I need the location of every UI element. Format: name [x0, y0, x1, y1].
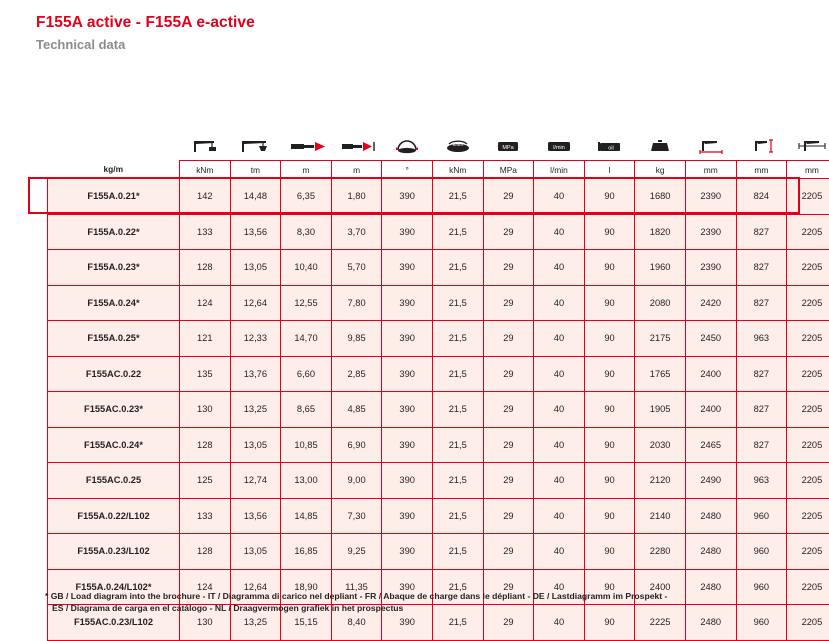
value-cell: 2175	[635, 321, 686, 357]
value-cell: 15,15	[281, 605, 332, 641]
value-cell: 6,35	[281, 179, 332, 215]
value-cell: 133	[180, 498, 231, 534]
table-row	[48, 285, 829, 321]
table-row	[48, 392, 829, 428]
value-cell: 13,05	[230, 427, 281, 463]
crane-weight-icon	[635, 136, 686, 161]
value-cell: 125	[180, 463, 231, 499]
value-cell: 2205	[787, 214, 829, 250]
value-cell: 2465	[685, 427, 736, 463]
value-cell: 2400	[685, 356, 736, 392]
page-subtitle: Technical data	[36, 37, 255, 52]
table-row	[48, 427, 829, 463]
value-cell: 11,35	[331, 569, 382, 605]
unit-cell: mm	[736, 161, 787, 179]
value-cell: 2450	[685, 321, 736, 357]
value-cell: 130	[180, 392, 231, 428]
value-cell: 90	[584, 463, 635, 499]
value-cell: 90	[584, 534, 635, 570]
model-cell: F155A.0.22*	[48, 214, 180, 250]
icon-header-row	[48, 136, 829, 161]
footnote	[45, 590, 805, 615]
value-cell: 2390	[685, 179, 736, 215]
value-cell: 2205	[787, 356, 829, 392]
value-cell: 13,25	[230, 392, 281, 428]
value-cell: 29	[483, 498, 534, 534]
value-cell: 13,76	[230, 356, 281, 392]
value-cell: 40	[534, 356, 585, 392]
value-cell: 6,60	[281, 356, 332, 392]
value-cell: 40	[534, 569, 585, 605]
value-cell: 40	[534, 392, 585, 428]
value-cell: 12,55	[281, 285, 332, 321]
value-cell: 2205	[787, 463, 829, 499]
table-row	[48, 498, 829, 534]
value-cell: 2205	[787, 250, 829, 286]
value-cell: 90	[584, 392, 635, 428]
value-cell: 1,80	[331, 179, 382, 215]
value-cell: 40	[534, 250, 585, 286]
value-cell: 90	[584, 321, 635, 357]
value-cell: 9,00	[331, 463, 382, 499]
value-cell: 40	[534, 534, 585, 570]
svg-text:l/min: l/min	[553, 145, 565, 151]
unit-cell: m	[281, 161, 332, 179]
value-cell: 21,5	[432, 392, 483, 428]
value-cell: 827	[736, 250, 787, 286]
value-cell: 21,5	[432, 569, 483, 605]
stabilizer-width-icon	[787, 136, 829, 161]
unit-cell: MPa	[483, 161, 534, 179]
value-cell: 40	[534, 427, 585, 463]
unit-cell: °	[382, 161, 433, 179]
kg-per-m-label: kg/m	[48, 161, 180, 179]
value-cell: 90	[584, 250, 635, 286]
unit-cell: kNm	[180, 161, 231, 179]
value-cell: 90	[584, 427, 635, 463]
model-cell: F155AC.0.22	[48, 356, 180, 392]
value-cell: 963	[736, 321, 787, 357]
value-cell: 90	[584, 214, 635, 250]
value-cell: 1765	[635, 356, 686, 392]
value-cell: 21,5	[432, 498, 483, 534]
value-cell: 2205	[787, 498, 829, 534]
value-cell: 390	[382, 179, 433, 215]
technical-data-table-wrap	[47, 136, 787, 641]
value-cell: 14,70	[281, 321, 332, 357]
value-cell: 2390	[685, 214, 736, 250]
value-cell: 2400	[685, 392, 736, 428]
value-cell: 12,64	[230, 285, 281, 321]
value-cell: 827	[736, 392, 787, 428]
value-cell: 2205	[787, 605, 829, 641]
value-cell: 390	[382, 214, 433, 250]
value-cell: 90	[584, 285, 635, 321]
unit-cell: l	[584, 161, 635, 179]
value-cell: 827	[736, 356, 787, 392]
model-cell: F155AC.0.23*	[48, 392, 180, 428]
value-cell: 2400	[635, 569, 686, 605]
value-cell: 124	[180, 569, 231, 605]
model-cell: F155AC.0.25	[48, 463, 180, 499]
value-cell: 29	[483, 534, 534, 570]
svg-text:kNm: kNm	[453, 142, 463, 148]
value-cell: 3,70	[331, 214, 382, 250]
value-cell: 390	[382, 427, 433, 463]
table-head	[48, 136, 829, 179]
value-cell: 390	[382, 498, 433, 534]
value-cell: 827	[736, 214, 787, 250]
value-cell: 2080	[635, 285, 686, 321]
value-cell: 21,5	[432, 463, 483, 499]
value-cell: 8,65	[281, 392, 332, 428]
unit-cell: mm	[685, 161, 736, 179]
value-cell: 40	[534, 463, 585, 499]
value-cell: 21,5	[432, 534, 483, 570]
value-cell: 21,5	[432, 356, 483, 392]
value-cell: 390	[382, 534, 433, 570]
value-cell: 128	[180, 250, 231, 286]
value-cell: 21,5	[432, 179, 483, 215]
value-cell: 90	[584, 179, 635, 215]
value-cell: 2480	[685, 534, 736, 570]
value-cell: 2140	[635, 498, 686, 534]
model-cell: F155A.0.25*	[48, 321, 180, 357]
page-title: F155A active - F155A e-active	[36, 14, 255, 32]
value-cell: 128	[180, 534, 231, 570]
value-cell: 2205	[787, 321, 829, 357]
value-cell: 40	[534, 605, 585, 641]
oil-flow-icon	[534, 136, 585, 161]
value-cell: 13,56	[230, 214, 281, 250]
table-body	[48, 179, 829, 641]
value-cell: 2205	[787, 534, 829, 570]
oil-tank-icon	[584, 136, 635, 161]
value-cell: 13,05	[230, 250, 281, 286]
value-cell: 2480	[685, 605, 736, 641]
value-cell: 128	[180, 427, 231, 463]
value-cell: 12,64	[230, 569, 281, 605]
value-cell: 2420	[685, 285, 736, 321]
footnote-line-2: ES / Diagrama de carga en el catálogo - NL / Draagvermogen grafiek in het prospectus	[45, 602, 805, 614]
value-cell: 29	[483, 179, 534, 215]
value-cell: 90	[584, 569, 635, 605]
unit-cell: kNm	[432, 161, 483, 179]
value-cell: 29	[483, 463, 534, 499]
value-cell: 121	[180, 321, 231, 357]
slewing-torque-icon	[432, 136, 483, 161]
value-cell: 1905	[635, 392, 686, 428]
value-cell: 40	[534, 321, 585, 357]
value-cell: 12,74	[230, 463, 281, 499]
model-cell: F155AC.0.23/L102	[48, 605, 180, 641]
corner-cell	[48, 136, 180, 161]
value-cell: 2205	[787, 427, 829, 463]
value-cell: 2205	[787, 569, 829, 605]
lifting-capacity-icon	[230, 136, 281, 161]
svg-text:oil: oil	[608, 145, 614, 151]
value-cell: 1820	[635, 214, 686, 250]
value-cell: 2205	[787, 179, 829, 215]
value-cell: 142	[180, 179, 231, 215]
value-cell: 12,33	[230, 321, 281, 357]
value-cell: 390	[382, 250, 433, 286]
value-cell: 29	[483, 250, 534, 286]
value-cell: 960	[736, 605, 787, 641]
table-row	[48, 534, 829, 570]
table-row	[48, 321, 829, 357]
value-cell: 21,5	[432, 214, 483, 250]
value-cell: 133	[180, 214, 231, 250]
value-cell: 21,5	[432, 605, 483, 641]
value-cell: 2205	[787, 392, 829, 428]
value-cell: 14,48	[230, 179, 281, 215]
value-cell: 40	[534, 179, 585, 215]
model-cell: F155AC.0.24*	[48, 427, 180, 463]
value-cell: 390	[382, 463, 433, 499]
value-cell: 2390	[685, 250, 736, 286]
value-cell: 2225	[635, 605, 686, 641]
model-cell: F155A.0.23*	[48, 250, 180, 286]
value-cell: 2030	[635, 427, 686, 463]
width-folded-icon	[685, 136, 736, 161]
value-cell: 90	[584, 605, 635, 641]
value-cell: 960	[736, 498, 787, 534]
value-cell: 7,30	[331, 498, 382, 534]
value-cell: 6,90	[331, 427, 382, 463]
value-cell: 40	[534, 214, 585, 250]
value-cell: 130	[180, 605, 231, 641]
value-cell: 390	[382, 392, 433, 428]
value-cell: 90	[584, 356, 635, 392]
value-cell: 960	[736, 569, 787, 605]
value-cell: 29	[483, 569, 534, 605]
value-cell: 29	[483, 392, 534, 428]
value-cell: 824	[736, 179, 787, 215]
value-cell: 1680	[635, 179, 686, 215]
value-cell: 8,40	[331, 605, 382, 641]
value-cell: 16,85	[281, 534, 332, 570]
value-cell: 4,85	[331, 392, 382, 428]
value-cell: 124	[180, 285, 231, 321]
height-folded-icon	[736, 136, 787, 161]
table-row	[48, 356, 829, 392]
value-cell: 390	[382, 321, 433, 357]
unit-cell: mm	[787, 161, 829, 179]
value-cell: 2,85	[331, 356, 382, 392]
technical-data-table	[47, 136, 829, 641]
outreach-hydraulic-icon	[281, 136, 332, 161]
value-cell: 13,05	[230, 534, 281, 570]
svg-text:MPa: MPa	[503, 145, 515, 151]
pressure-icon	[483, 136, 534, 161]
value-cell: 29	[483, 321, 534, 357]
value-cell: 9,25	[331, 534, 382, 570]
value-cell: 40	[534, 498, 585, 534]
value-cell: 13,25	[230, 605, 281, 641]
model-cell: F155A.0.23/L102	[48, 534, 180, 570]
model-cell: F155A.0.24*	[48, 285, 180, 321]
value-cell: 963	[736, 463, 787, 499]
value-cell: 2490	[685, 463, 736, 499]
value-cell: 13,56	[230, 498, 281, 534]
value-cell: 29	[483, 285, 534, 321]
value-cell: 21,5	[432, 250, 483, 286]
value-cell: 13,00	[281, 463, 332, 499]
value-cell: 8,30	[281, 214, 332, 250]
value-cell: 1960	[635, 250, 686, 286]
slewing-angle-icon	[382, 136, 433, 161]
value-cell: 7,80	[331, 285, 382, 321]
table-row	[48, 179, 829, 215]
unit-cell: l/min	[534, 161, 585, 179]
value-cell: 2280	[635, 534, 686, 570]
value-cell: 29	[483, 427, 534, 463]
crane-moment-icon	[180, 136, 231, 161]
outreach-manual-icon	[331, 136, 382, 161]
value-cell: 9,85	[331, 321, 382, 357]
unit-cell: tm	[230, 161, 281, 179]
value-cell: 21,5	[432, 427, 483, 463]
model-cell: F155A.0.24/L102*	[48, 569, 180, 605]
value-cell: 29	[483, 214, 534, 250]
value-cell: 5,70	[331, 250, 382, 286]
value-cell: 2480	[685, 498, 736, 534]
value-cell: 90	[584, 498, 635, 534]
value-cell: 390	[382, 569, 433, 605]
value-cell: 827	[736, 427, 787, 463]
unit-cell: kg	[635, 161, 686, 179]
page-header	[36, 14, 255, 52]
table-row	[48, 463, 829, 499]
model-cell: F155A.0.22/L102	[48, 498, 180, 534]
value-cell: 2120	[635, 463, 686, 499]
unit-header-row	[48, 161, 829, 179]
value-cell: 390	[382, 356, 433, 392]
model-cell: F155A.0.21*	[48, 179, 180, 215]
value-cell: 390	[382, 605, 433, 641]
table-row	[48, 250, 829, 286]
value-cell: 960	[736, 534, 787, 570]
table-row	[48, 214, 829, 250]
value-cell: 21,5	[432, 285, 483, 321]
value-cell: 40	[534, 285, 585, 321]
value-cell: 827	[736, 285, 787, 321]
footnote-line-1: * GB / Load diagram into the brochure - IT / Diagramma di carico nel depliant - FR / Abaque de charge dans le dépliant - DE / Lastdiagramm im Prospekt -	[45, 591, 667, 601]
value-cell: 135	[180, 356, 231, 392]
value-cell: 29	[483, 356, 534, 392]
value-cell: 10,40	[281, 250, 332, 286]
value-cell: 10,85	[281, 427, 332, 463]
unit-cell: m	[331, 161, 382, 179]
value-cell: 2205	[787, 285, 829, 321]
value-cell: 14,85	[281, 498, 332, 534]
value-cell: 2480	[685, 569, 736, 605]
value-cell: 390	[382, 285, 433, 321]
value-cell: 18,90	[281, 569, 332, 605]
value-cell: 29	[483, 605, 534, 641]
value-cell: 21,5	[432, 321, 483, 357]
